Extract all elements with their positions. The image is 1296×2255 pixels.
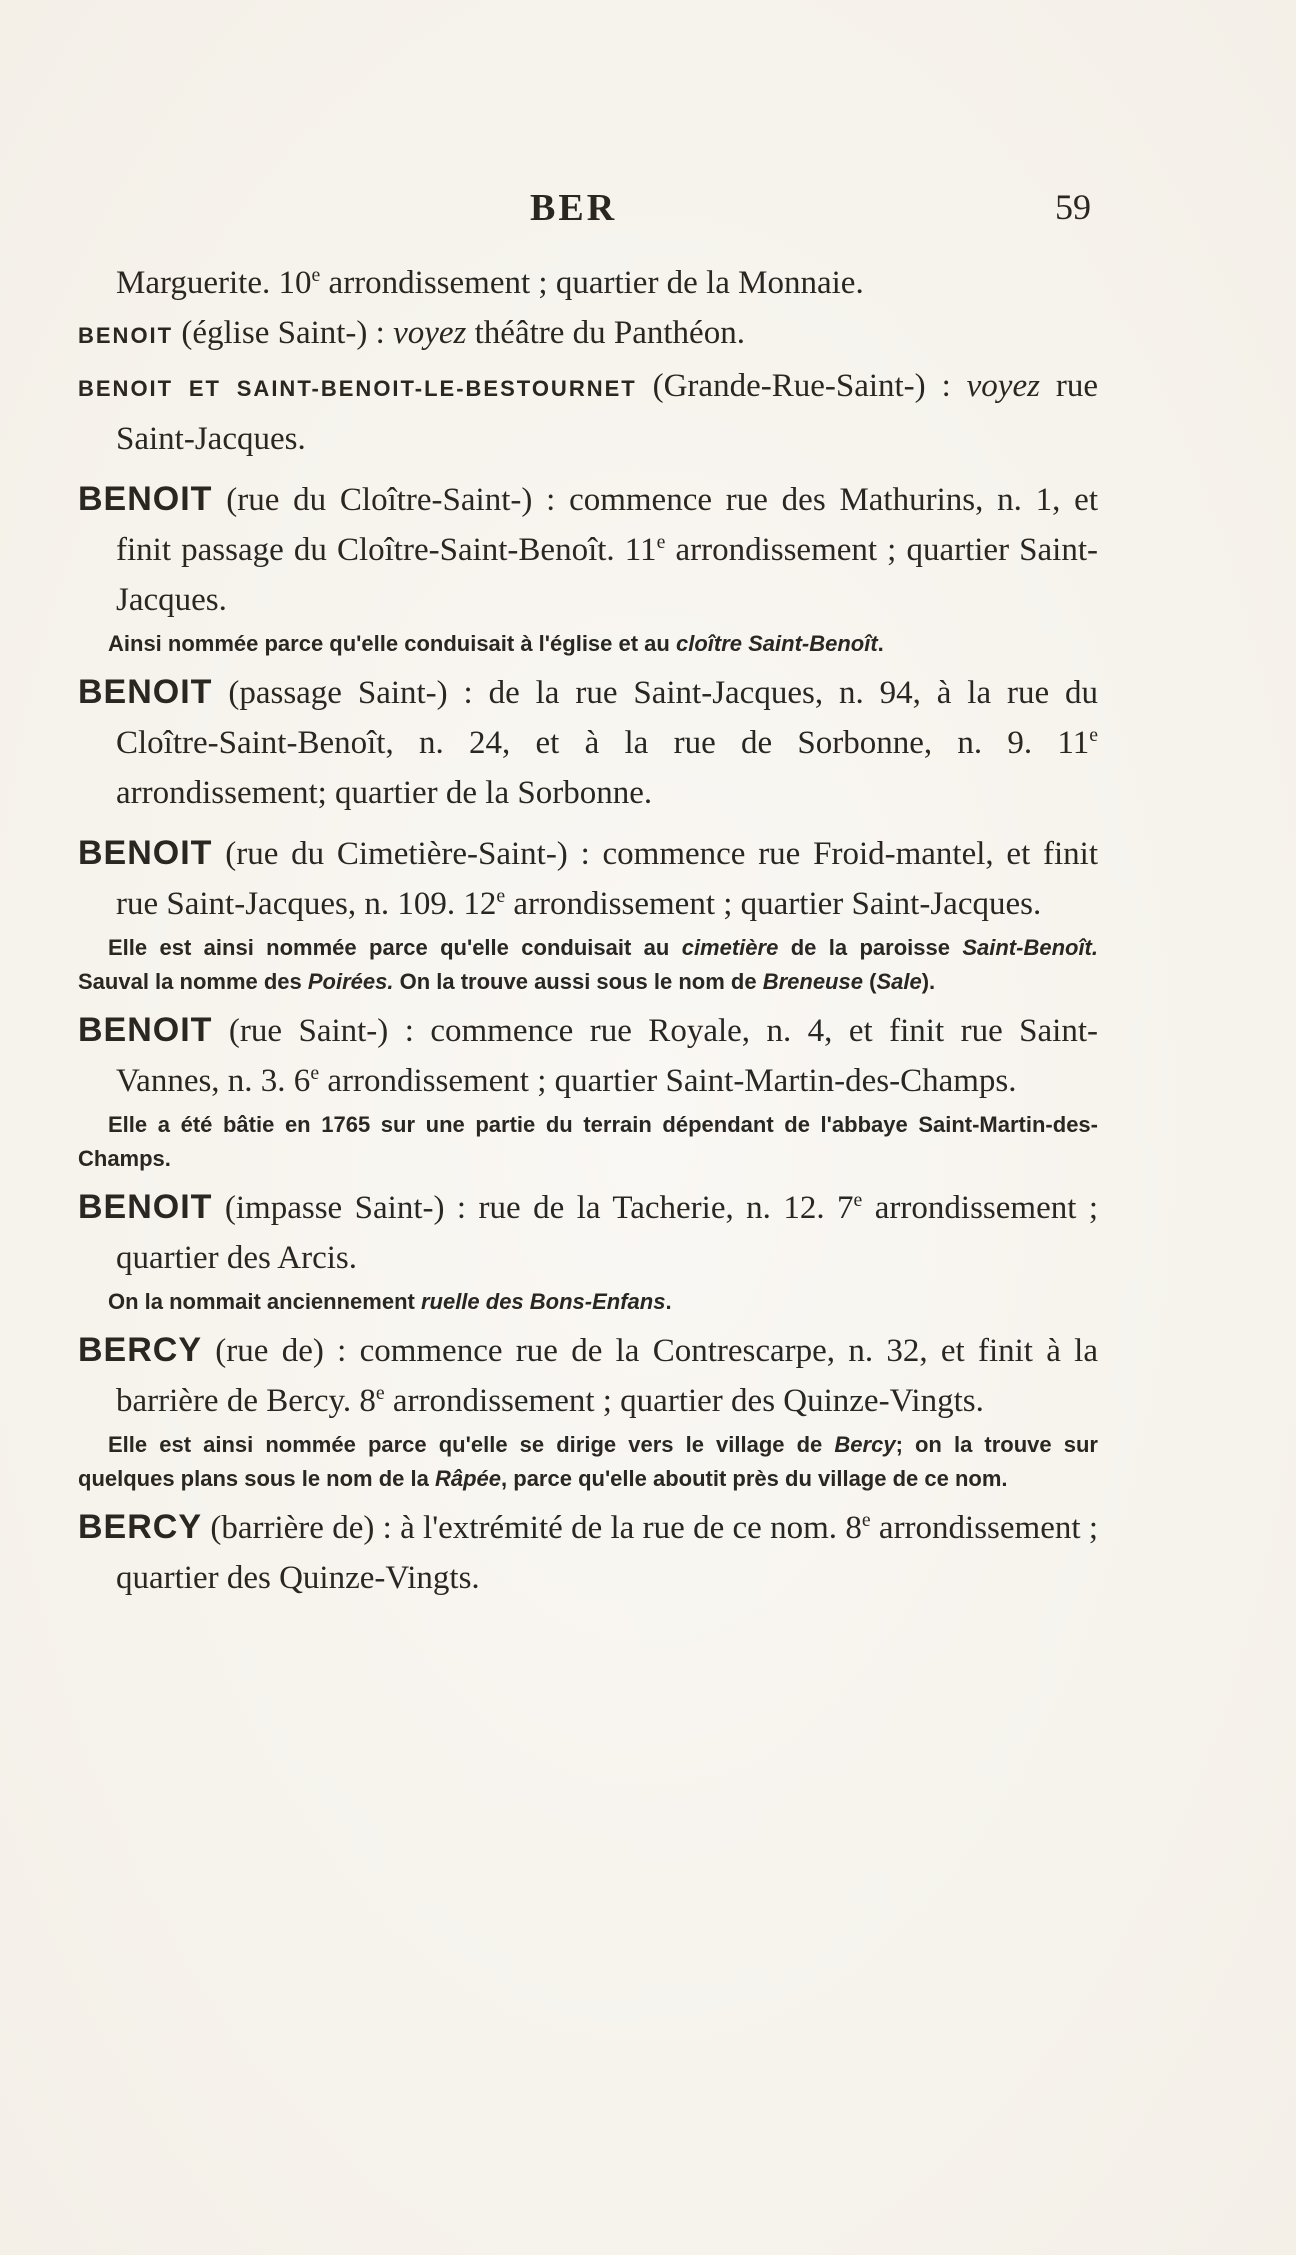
note-text: On la trouve aussi sous le nom de xyxy=(393,969,763,994)
note-text: . xyxy=(665,1289,672,1314)
entry-keyword: BENOIT xyxy=(78,480,213,518)
entry-text: (église Saint-) : xyxy=(173,315,394,351)
note-text: Elle est ainsi nommée parce qu'elle se dirige vers le village de xyxy=(108,1432,835,1457)
entry-keyword: BERCY xyxy=(78,1508,203,1546)
entry-benoit-rue xyxy=(78,1005,1098,1106)
superscript: e xyxy=(861,1509,871,1531)
entry-text: (rue du Cloître-Saint-) : commence rue des Mathurins, n. 1, et finit passage du Cloître-Saint-Benoît. 11 xyxy=(116,482,1098,568)
page-number: 59 xyxy=(1055,187,1091,227)
note-text: ( xyxy=(862,969,877,994)
entry-benoit-cimetiere xyxy=(78,828,1098,929)
entry-text: arrondissement ; quartier Saint-Jacques. xyxy=(116,532,1099,618)
note-italic: Poirées. xyxy=(307,969,394,994)
entry-text: (passage Saint-) : de la rue Saint-Jacques, n. 94, à la rue du Cloître-Saint-Benoît, n. 24, et à la rue de Sorbonne, n. 9. 11 xyxy=(116,675,1098,761)
superscript: e xyxy=(311,264,321,286)
entry-text: (impasse Saint-) : rue de la Tacherie, n. 12. 7 xyxy=(212,1190,854,1226)
note-text: Elle est ainsi nommée parce qu'elle conduisait au xyxy=(108,935,682,960)
continuation-text: arrondissement ; quartier de la Monnaie. xyxy=(320,265,864,301)
superscript: e xyxy=(1089,724,1098,746)
continuation-line xyxy=(78,258,1098,308)
entry-text: arrondissement ; quartier des Arcis. xyxy=(116,1190,1098,1276)
entry-benoit-impasse xyxy=(78,1182,1098,1283)
note-italic: cimetière xyxy=(681,935,779,960)
entry-text: (rue Saint-) : commence rue Royale, n. 4, et finit rue Saint-Vannes, n. 3. 6 xyxy=(116,1013,1098,1099)
entry-text: arrondissement; quartier de la Sorbonne. xyxy=(116,775,653,811)
note-italic: Breneuse xyxy=(762,969,863,994)
entry-keyword: BENOIT xyxy=(78,834,213,872)
entry-text: (Grande-Rue-Saint-) : xyxy=(636,368,967,404)
entry-benoit-passage xyxy=(78,667,1098,818)
note-italic: cloître Saint-Benoît xyxy=(675,631,878,656)
entry-bercy-barriere xyxy=(78,1502,1098,1603)
note-text: On la nommait anciennement xyxy=(108,1289,421,1314)
note-text: Sauval la nomme des xyxy=(78,969,308,994)
entry-note xyxy=(78,627,1098,661)
entry-keyword: BENOIT xyxy=(78,323,174,348)
note-text: ; on la trouve sur quelques plans sous le nom de la xyxy=(78,1432,1098,1491)
running-title: BER xyxy=(530,187,618,229)
entry-text: (rue de) : commence rue de la Contrescarpe, n. 32, et finit à la barrière de Bercy. 8 xyxy=(116,1333,1098,1419)
note-text: ). xyxy=(921,969,936,994)
superscript: e xyxy=(656,531,666,553)
entry-text: (rue du Cimetière-Saint-) : commence rue Froid-mantel, et finit rue Saint-Jacques, n. 109. 12 xyxy=(116,836,1098,922)
entry-bercy-rue xyxy=(78,1325,1098,1426)
note-text: Elle a été bâtie en 1765 sur une partie du terrain dépendant de l'abbaye Saint-Martin-des-Champs. xyxy=(78,1112,1098,1171)
entry-text: arrondissement ; quartier des Quinze-Vingts. xyxy=(384,1383,984,1419)
page-text xyxy=(78,258,1098,1603)
note-italic: Râpée xyxy=(434,1466,502,1491)
entry-keyword: BENOIT ET SAINT-BENOIT-LE-BESTOURNET xyxy=(78,376,637,401)
entry-benoit-bestournet xyxy=(78,361,1098,464)
note-italic: ruelle des Bons-Enfans xyxy=(420,1289,666,1314)
entry-note xyxy=(78,1108,1098,1176)
note-italic: Sale xyxy=(876,969,922,994)
entry-keyword: BENOIT xyxy=(78,1188,213,1226)
entry-text: arrondissement ; quartier Saint-Jacques. xyxy=(505,886,1042,922)
entry-italic: voyez xyxy=(966,368,1040,404)
entry-note xyxy=(78,1285,1098,1319)
note-text: de la paroisse xyxy=(778,935,963,960)
entry-text: arrondissement ; quartier Saint-Martin-des-Champs. xyxy=(319,1063,1017,1099)
entry-keyword: BENOIT xyxy=(78,1011,213,1049)
superscript: e xyxy=(496,885,506,907)
running-head xyxy=(0,186,1296,236)
note-text: Ainsi nommée parce qu'elle conduisait à l'église et au xyxy=(108,631,676,656)
entry-benoit-eglise xyxy=(78,308,1098,361)
note-text: , parce qu'elle aboutit près du village de ce nom. xyxy=(501,1466,1008,1491)
superscript: e xyxy=(310,1062,320,1084)
superscript: e xyxy=(375,1382,385,1404)
entry-note xyxy=(78,931,1098,999)
continuation-text: Marguerite. 10 xyxy=(116,265,312,301)
entry-text: rue Saint-Jacques. xyxy=(116,368,1098,457)
entry-italic: voyez xyxy=(393,315,467,351)
entry-text: (barrière de) : à l'extrémité de la rue de ce nom. 8 xyxy=(202,1510,862,1546)
entry-note xyxy=(78,1428,1098,1496)
note-italic: Saint-Benoît. xyxy=(962,935,1098,960)
note-italic: Bercy xyxy=(834,1432,896,1457)
superscript: e xyxy=(853,1189,863,1211)
entry-keyword: BERCY xyxy=(78,1331,203,1369)
entry-text: théâtre du Panthéon. xyxy=(466,315,745,351)
note-text: . xyxy=(877,631,884,656)
entry-keyword: BENOIT xyxy=(78,673,213,711)
entry-text: arrondissement ; quartier des Quinze-Vingts. xyxy=(116,1510,1099,1596)
entry-benoit-cloitre xyxy=(78,474,1098,625)
